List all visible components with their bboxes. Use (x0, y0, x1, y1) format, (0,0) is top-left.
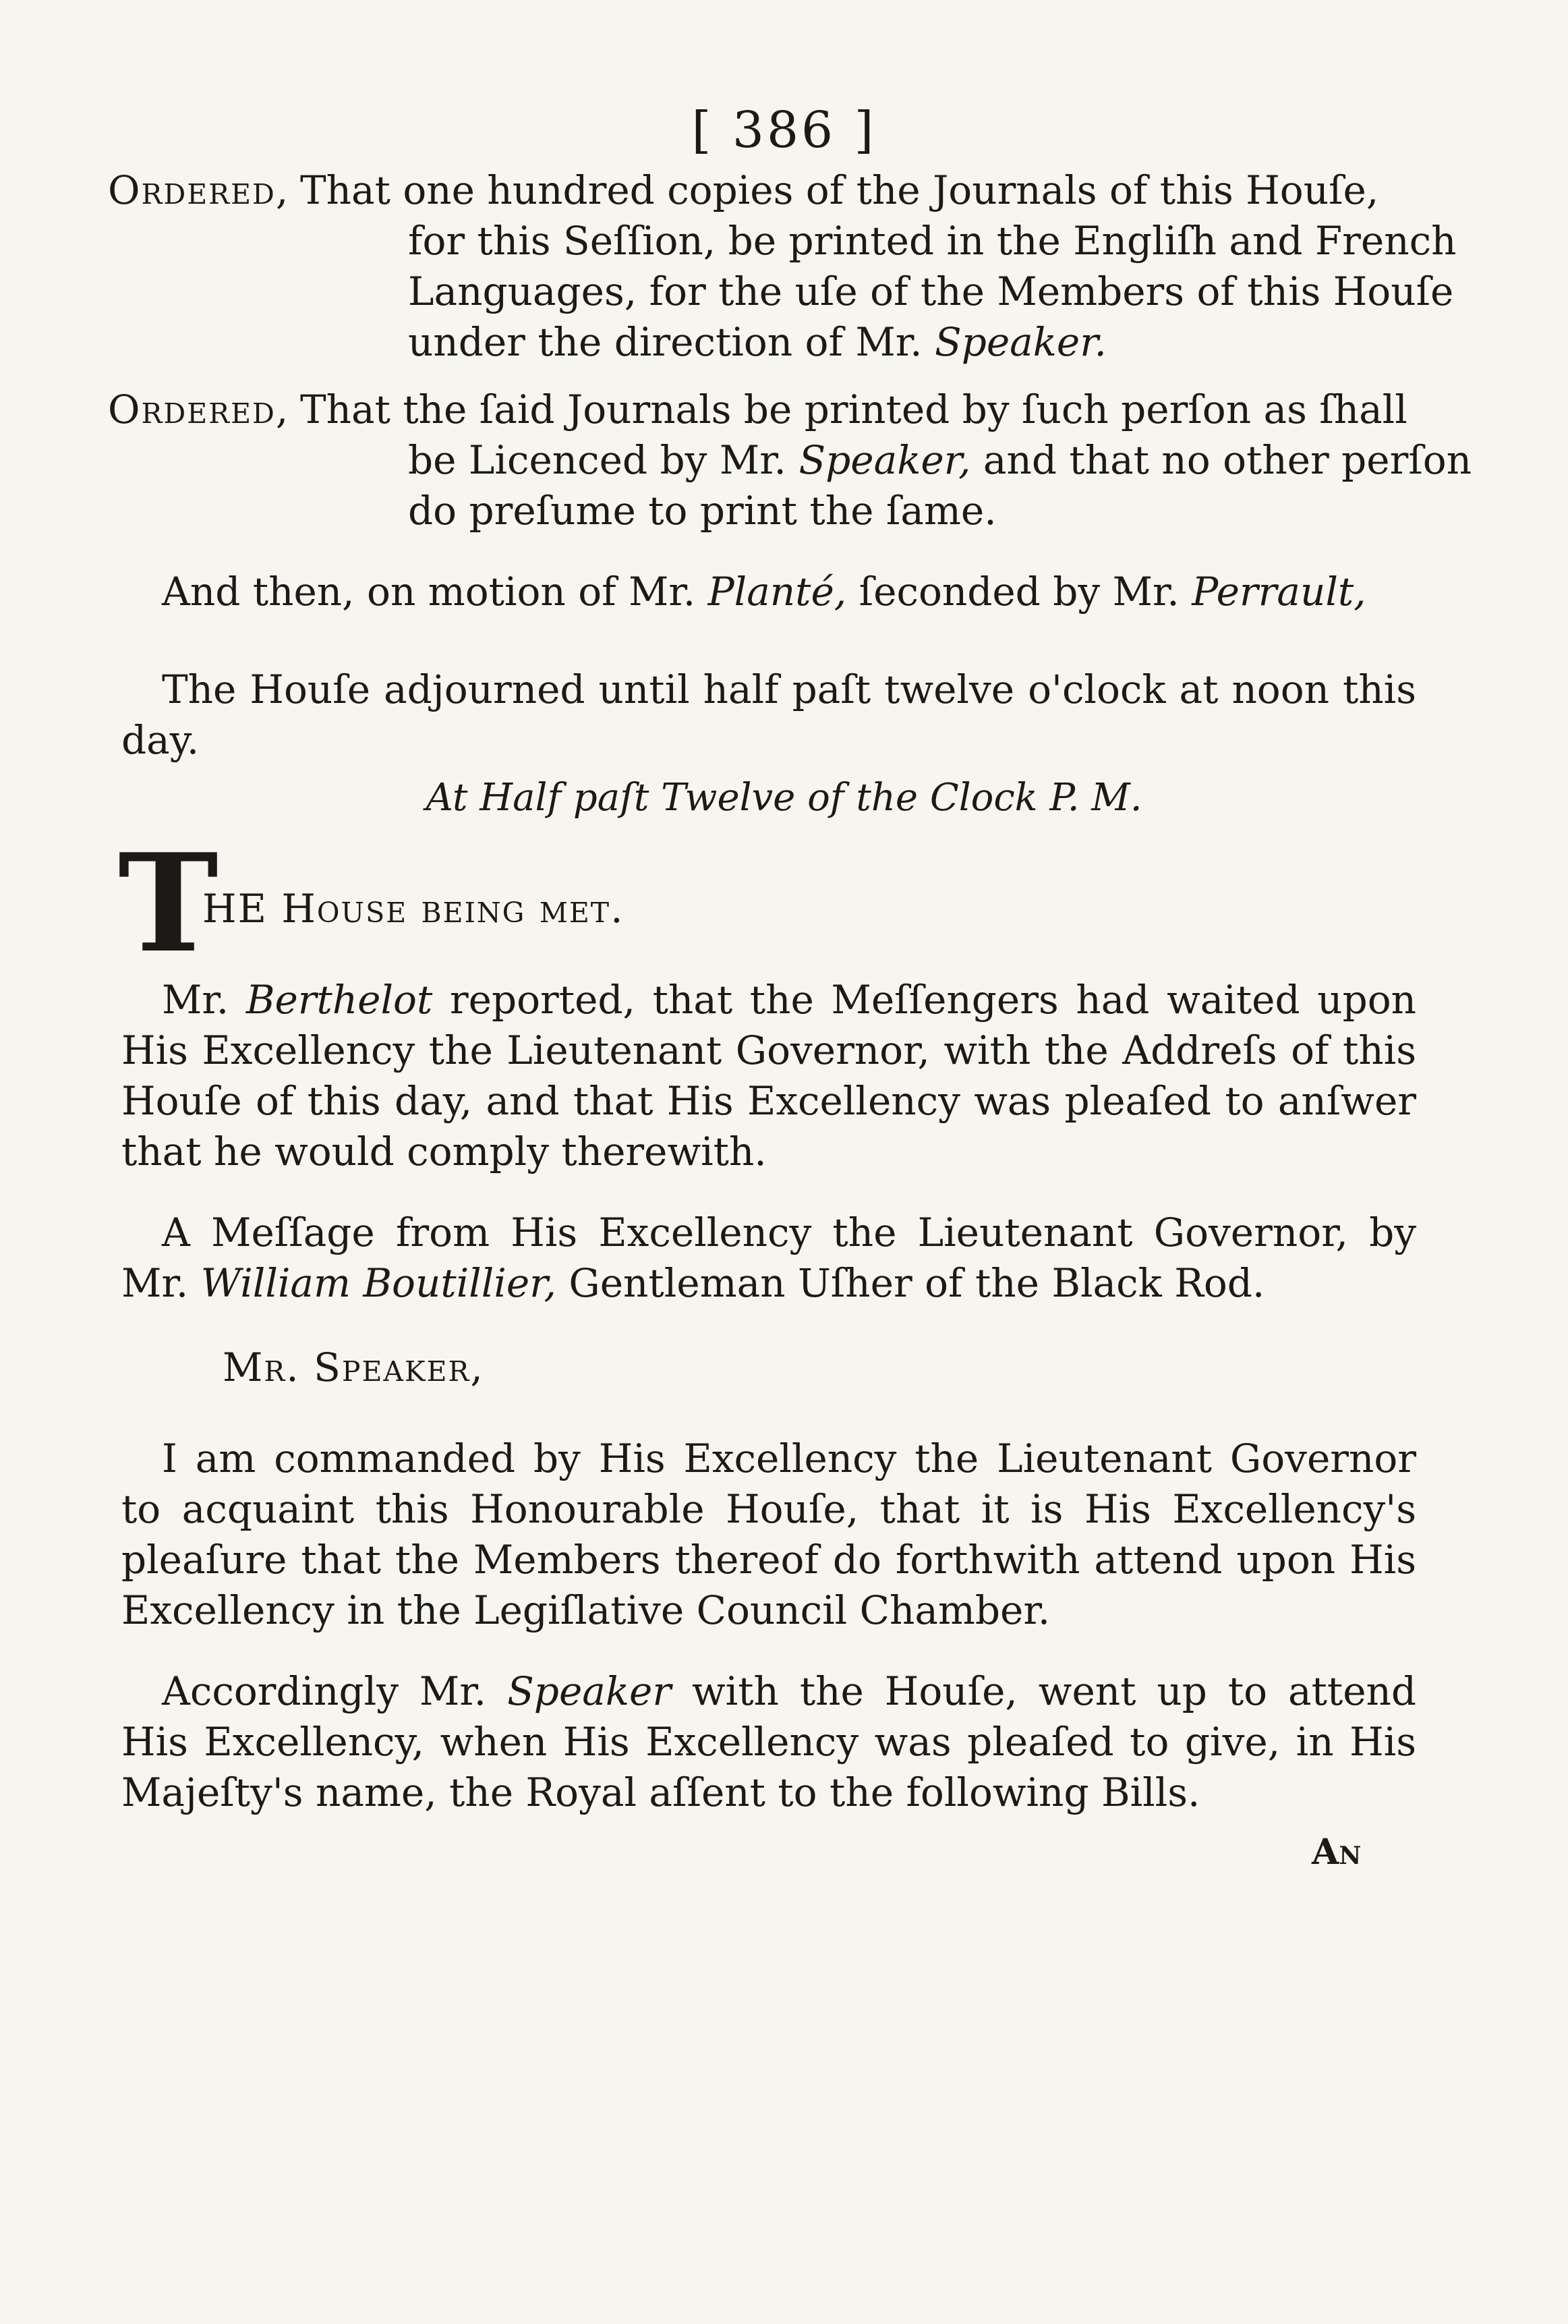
order-1-text (300, 165, 1514, 368)
order-1-line1: That one hundred copies of the Journals of this Houſe, (300, 167, 1379, 213)
report-paragraph: Mr. Berthelot reported, that the Meſſengers had waited upon His Excellency the Lieutenant Governor, with the Addreſs of this Houſe of this day, and that His Excellency was pleaſed to anſwer that he would comply therewith. (121, 977, 1417, 1174)
session-heading: At Half paſt Twelve of the Clock P. M. (426, 776, 1142, 820)
speaker-name: Speaker. (934, 319, 1107, 365)
ordered-label: Ordered, (108, 167, 290, 213)
speaker-name: Speaker (507, 1668, 672, 1714)
order-2-text (300, 385, 1514, 536)
speaker-name: Speaker, (798, 437, 971, 483)
page-number: [ 386 ] (691, 101, 877, 159)
adjourn-paragraph: The Houſe adjourned until half paſt twelve o'clock at noon this day. (121, 667, 1416, 763)
order-1-continuation: for this Seſſion, be printed in the Engliſh and French Languages, for the uſe of the Members of this Houſe under the direction of Mr. Speaker. (408, 218, 1457, 365)
salutation: Mr. Speaker, (223, 1344, 484, 1390)
accordingly-paragraph: Accordingly Mr. Speaker with the Houſe, went up to attend His Excellency, when His Excellency was pleaſed to give, in His Majeſty's name, the Royal aſſent to the following Bills. (121, 1668, 1417, 1815)
perrault-name: Perrault, (1192, 569, 1366, 615)
order-2-continuation: be Licenced by Mr. Speaker, and that no other perſon do preſume to print the ſame. (408, 437, 1472, 534)
ordered-label: Ordered, (108, 387, 290, 432)
house-met-line: HE Houſe being met. (202, 886, 625, 932)
catchword: An (1312, 1832, 1362, 1873)
motion-paragraph: And then, on motion of Mr. Planté, ſeconded by Mr. Perrault, (162, 569, 1366, 615)
berthelot-name: Berthelot (245, 977, 433, 1023)
drop-cap: T (118, 824, 219, 983)
boutillier-name: William Boutillier, (200, 1260, 556, 1306)
order-2-line1: That the ſaid Journals be printed by ſuch perſon as ſhall (300, 387, 1407, 432)
message-paragraph: A Meſſage from His Excellency the Lieutenant Governor, by Mr. William Boutillier, Gentleman Uſher of the Black Rod. (121, 1210, 1416, 1306)
command-paragraph: I am commanded by His Excellency the Lieutenant Governor to acquaint this Honourable Houſe, that it is His Excellency's pleaſure that the Members thereof do forthwith attend upon His Excellency in the Legiſlative Council Chamber. (121, 1436, 1416, 1633)
plante-name: Planté, (707, 569, 847, 615)
